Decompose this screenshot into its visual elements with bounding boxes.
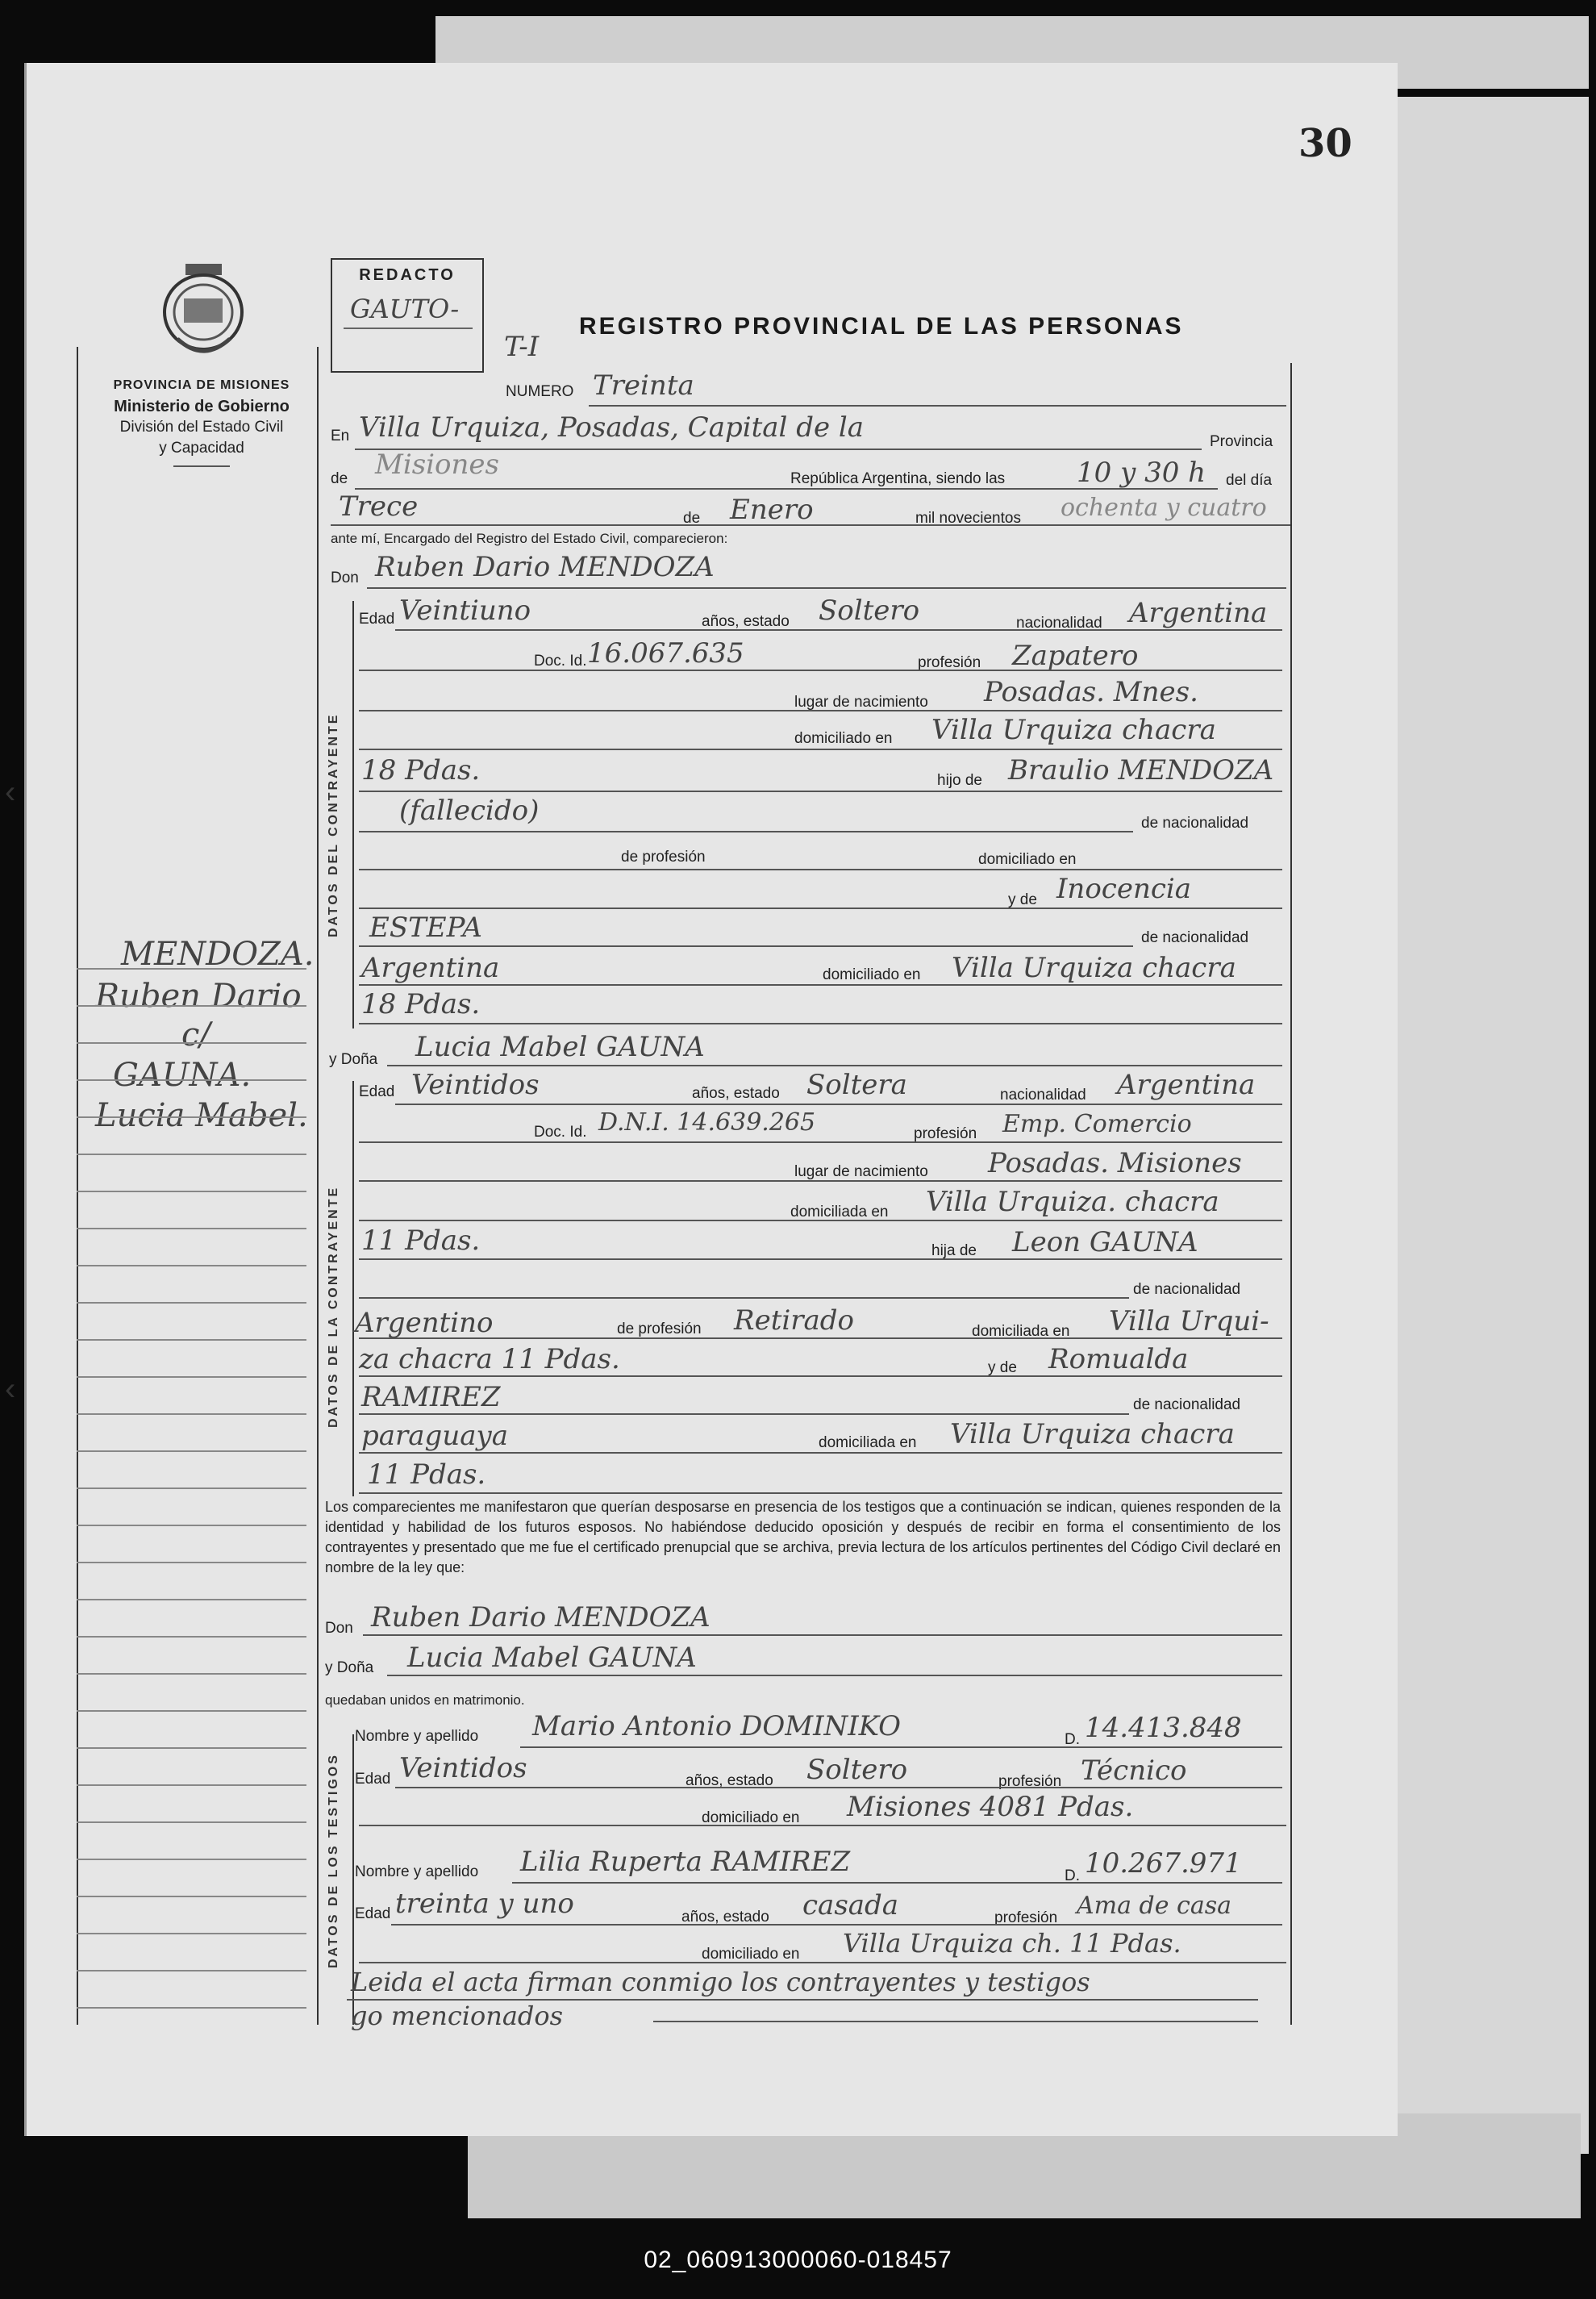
bride-edad-label: Edad bbox=[359, 1083, 395, 1100]
margin-ruled-line bbox=[77, 1487, 306, 1489]
margin-ruled-line bbox=[77, 1933, 306, 1934]
statement-dona: Lucia Mabel GAUNA bbox=[407, 1642, 697, 1674]
groom-dom-short-label: domiciliado en bbox=[978, 851, 1077, 868]
bride-dom-label: domiciliada en bbox=[790, 1204, 889, 1220]
bride-padre-dom-2: za chacra 11 Pdas. bbox=[359, 1343, 620, 1375]
numero-label: NUMERO bbox=[506, 383, 574, 400]
margin-ruled-line bbox=[77, 1450, 306, 1452]
margin-ruled-line bbox=[77, 1599, 306, 1600]
bride-doc-label: Doc. Id. bbox=[534, 1124, 587, 1141]
margin-ruled-line bbox=[77, 1673, 306, 1675]
groom-doc-label: Doc. Id. bbox=[534, 653, 587, 670]
mil-label: mil novecientos bbox=[915, 510, 1021, 527]
ministry-name: Ministerio de Gobierno bbox=[114, 398, 290, 415]
redacto-label: REDACTO bbox=[359, 266, 456, 284]
bride-estado: Soltera bbox=[806, 1069, 907, 1101]
groom-profesion: Zapatero bbox=[1012, 640, 1139, 672]
groom-madre-2: ESTEPA bbox=[369, 912, 482, 944]
w2-nombre: Lilia Ruperta RAMIREZ bbox=[520, 1846, 851, 1878]
redacto-value: GAUTO- bbox=[350, 294, 460, 324]
margin-ruled-line bbox=[77, 1154, 306, 1155]
groom-nacionalidad: Argentina bbox=[1129, 597, 1268, 629]
margin-ruled-line bbox=[77, 1079, 306, 1081]
provincia-value: Misiones bbox=[375, 449, 499, 481]
w2-nombre-label: Nombre y apellido bbox=[355, 1863, 479, 1880]
margin-ruled-line bbox=[77, 1228, 306, 1229]
margin-ruled-line bbox=[77, 1116, 306, 1118]
province-name: PROVINCIA DE MISIONES bbox=[113, 378, 290, 392]
groom-madre-dom-2: 18 Pdas. bbox=[361, 988, 481, 1020]
ante-label: ante mí, Encargado del Registro del Estado Civil, comparecieron: bbox=[331, 531, 728, 546]
groom-estado: Soltero bbox=[819, 595, 920, 627]
w2-edad-label: Edad bbox=[355, 1905, 391, 1922]
groom-y-de-label: y de bbox=[1008, 891, 1037, 908]
w2-prof-label: profesión bbox=[994, 1909, 1058, 1926]
groom-edad-label: Edad bbox=[359, 611, 395, 628]
bride-y-de-label: y de bbox=[988, 1359, 1017, 1376]
groom-lugar-nac: Posadas. Mnes. bbox=[984, 676, 1198, 708]
w1-anos-label: años, estado bbox=[685, 1772, 773, 1789]
margin-ruled-line bbox=[77, 1784, 306, 1786]
don-label: Don bbox=[331, 570, 359, 586]
margin-ruled-line bbox=[77, 1710, 306, 1712]
provincia-label: Provincia bbox=[1210, 433, 1273, 450]
en-label: En bbox=[331, 428, 350, 444]
w2-estado: casada bbox=[802, 1889, 899, 1921]
margin-ruled-line bbox=[77, 1896, 306, 1897]
bride-hija-label: hija de bbox=[931, 1242, 977, 1259]
bride-prof-label: profesión bbox=[914, 1125, 977, 1142]
margin-ruled-line bbox=[77, 1339, 306, 1341]
w2-dom: Villa Urquiza ch. 11 Pdas. bbox=[843, 1928, 1181, 1959]
groom-nac-label: nacionalidad bbox=[1016, 615, 1102, 632]
groom-dom-label: domiciliado en bbox=[794, 730, 893, 747]
w1-doc: 14.413.848 bbox=[1085, 1712, 1242, 1744]
margin-ruled-line bbox=[77, 2007, 306, 2009]
w1-prof-label: profesión bbox=[998, 1773, 1062, 1790]
w2-dom-label: domiciliado en bbox=[702, 1946, 800, 1963]
hora-value: 10 y 30 h bbox=[1077, 457, 1206, 489]
bride-padre-dom-label: domiciliada en bbox=[972, 1323, 1070, 1340]
w1-prof: Técnico bbox=[1081, 1754, 1187, 1787]
margin-ruled-line bbox=[77, 1191, 306, 1192]
groom-anos-label: años, estado bbox=[702, 613, 790, 630]
groom-edad: Veintiuno bbox=[399, 595, 531, 627]
statement-unidos: quedaban unidos en matrimonio. bbox=[325, 1692, 525, 1708]
groom-madre-dom-label: domiciliado en bbox=[823, 966, 921, 983]
bride-madre-nac-label: de nacionalidad bbox=[1133, 1396, 1241, 1413]
margin-surname-bride: GAUNA. bbox=[113, 1057, 252, 1094]
bride-doc: D.N.I. 14.639.265 bbox=[598, 1108, 816, 1137]
bride-profesion: Emp. Comercio bbox=[1002, 1110, 1192, 1138]
del-dia-label: del día bbox=[1226, 472, 1273, 489]
bride-dona-label: y Doña bbox=[329, 1051, 378, 1068]
closing-text-1: Leida el acta firman conmigo los contrayentes y testigos bbox=[351, 1967, 1090, 1997]
mes-value: Enero bbox=[730, 494, 814, 526]
anio-value: ochenta y cuatro bbox=[1061, 494, 1267, 522]
image-id-footer: 02_060913000060-018457 bbox=[644, 2247, 952, 2273]
bride-anos-label: años, estado bbox=[692, 1085, 780, 1102]
numero-value: Treinta bbox=[593, 369, 694, 402]
right-frame-line bbox=[1290, 363, 1292, 2025]
left-frame-line bbox=[77, 347, 78, 2025]
groom-madre-nac-label: de nacionalidad bbox=[1141, 929, 1249, 946]
bride-nac-label: nacionalidad bbox=[1000, 1087, 1086, 1104]
bride-lugar-nac: Posadas. Misiones bbox=[988, 1147, 1242, 1179]
bride-padre: Leon GAUNA bbox=[1012, 1226, 1198, 1258]
margin-ruled-line bbox=[77, 1970, 306, 1971]
margin-connector: c/ bbox=[181, 1016, 210, 1054]
groom-madre-nac: Argentina bbox=[361, 952, 500, 984]
margin-surname-groom: MENDOZA. bbox=[121, 936, 315, 973]
division-name: División del Estado Civil bbox=[119, 419, 284, 436]
groom-section-line bbox=[352, 601, 354, 1028]
margin-divider-line bbox=[317, 347, 319, 2025]
issuing-authority bbox=[85, 375, 319, 467]
don-value: Ruben Dario MENDOZA bbox=[375, 551, 715, 583]
bride-dona: Lucia Mabel GAUNA bbox=[415, 1031, 705, 1063]
margin-name-groom: Ruben Dario bbox=[95, 978, 302, 1015]
groom-de-nac-label: de nacionalidad bbox=[1141, 815, 1249, 832]
w1-edad: Veintidos bbox=[399, 1752, 527, 1784]
bride-madre-2: RAMIREZ bbox=[361, 1381, 501, 1413]
statement-paragraph: Los comparecientes me manifestaron que querían desposarse en presencia de los testigos que a continuación se indican, quienes responden de la identidad y habilidad de los futuros esposos. No habiéndose deducido oposición y después de recibir en forma el consentimiento de los contrayentes y presentado que me fue el certificado prenupcial que se archiva, previa lectura de los artículos pertinentes del Código Civil declaré en nombre de la ley que: bbox=[325, 1499, 1281, 1575]
margin-ruled-line bbox=[77, 1413, 306, 1415]
w2-edad: treinta y uno bbox=[395, 1888, 574, 1920]
tomo-mark: T-I bbox=[504, 331, 540, 363]
groom-de-prof-label: de profesión bbox=[621, 849, 706, 866]
bride-lugar-nac-label: lugar de nacimiento bbox=[794, 1163, 928, 1180]
bride-section-label: DATOS DE LA CONTRAYENTE bbox=[327, 1185, 340, 1428]
witness-section-label: DATOS DE LOS TESTIGOS bbox=[327, 1753, 340, 1968]
groom-padre-extra: (fallecido) bbox=[399, 795, 540, 827]
bride-de-prof-label: de profesión bbox=[617, 1321, 702, 1337]
groom-padre: Braulio MENDOZA bbox=[1008, 754, 1274, 786]
bride-padre-prof: Retirado bbox=[734, 1304, 855, 1337]
w2-prof: Ama de casa bbox=[1077, 1892, 1231, 1920]
margin-ruled-line bbox=[77, 1376, 306, 1378]
margin-ruled-line bbox=[77, 1265, 306, 1266]
w2-d-label: D. bbox=[1065, 1867, 1080, 1884]
statement-dona-label: y Doña bbox=[325, 1659, 374, 1676]
bride-madre-dom: Villa Urquiza chacra bbox=[950, 1418, 1235, 1450]
redacto-box bbox=[331, 258, 484, 373]
groom-domicilio: Villa Urquiza chacra bbox=[931, 714, 1216, 746]
document-title: REGISTRO PROVINCIAL DE LAS PERSONAS bbox=[579, 313, 1184, 340]
bride-nacionalidad: Argentina bbox=[1117, 1069, 1256, 1101]
bride-domicilio: Villa Urquiza. chacra bbox=[926, 1186, 1219, 1218]
groom-section-label: DATOS DEL CONTRAYENTE bbox=[327, 712, 340, 937]
statement-don: Ruben Dario MENDOZA bbox=[371, 1601, 710, 1634]
dia-value: Trece bbox=[339, 490, 419, 523]
bride-madre: Romualda bbox=[1048, 1343, 1189, 1375]
republica-label: República Argentina, siendo las bbox=[790, 470, 1006, 487]
margin-ruled-line bbox=[77, 1562, 306, 1563]
bride-padre-dom: Villa Urqui- bbox=[1109, 1305, 1269, 1337]
groom-madre: Inocencia bbox=[1056, 873, 1192, 905]
capacity-name: y Capacidad bbox=[159, 440, 244, 457]
de-mes-label: de bbox=[683, 510, 701, 527]
province-seal-icon bbox=[161, 262, 246, 363]
w1-nombre-label: Nombre y apellido bbox=[355, 1728, 479, 1745]
bride-madre-dom-label: domiciliada en bbox=[819, 1434, 917, 1451]
w2-doc: 10.267.971 bbox=[1085, 1847, 1242, 1880]
bride-padre-nac: Argentino bbox=[355, 1307, 494, 1339]
groom-lugar-nac-label: lugar de nacimiento bbox=[794, 694, 928, 711]
groom-prof-label: profesión bbox=[918, 654, 981, 671]
bride-domicilio-2: 11 Pdas. bbox=[361, 1225, 481, 1257]
w2-anos-label: años, estado bbox=[681, 1909, 769, 1926]
groom-doc: 16.067.635 bbox=[587, 637, 744, 670]
margin-ruled-line bbox=[77, 1636, 306, 1638]
crop-mark-lower: ‹ bbox=[5, 1371, 16, 1407]
margin-ruled-line bbox=[77, 1525, 306, 1526]
margin-ruled-line bbox=[77, 968, 306, 970]
margin-ruled-line bbox=[77, 1042, 306, 1044]
statement-don-label: Don bbox=[325, 1620, 353, 1637]
margin-ruled-line bbox=[77, 1747, 306, 1749]
margin-ruled-line bbox=[77, 1302, 306, 1304]
bride-madre-nac: paraguaya bbox=[361, 1420, 508, 1452]
w1-nombre: Mario Antonio DOMINIKO bbox=[532, 1710, 902, 1742]
w1-edad-label: Edad bbox=[355, 1771, 391, 1788]
groom-domicilio-2: 18 Pdas. bbox=[361, 754, 481, 786]
margin-ruled-line bbox=[77, 1821, 306, 1823]
bride-section-line bbox=[352, 1081, 354, 1496]
page-number: 30 bbox=[1298, 121, 1352, 166]
margin-ruled-line bbox=[77, 1005, 306, 1007]
groom-madre-dom: Villa Urquiza chacra bbox=[952, 952, 1236, 984]
w1-dom-label: domiciliado en bbox=[702, 1809, 800, 1826]
margin-name-bride: Lucia Mabel. bbox=[95, 1097, 308, 1134]
w1-estado: Soltero bbox=[806, 1754, 908, 1786]
w1-dom: Misiones 4081 Pdas. bbox=[847, 1791, 1134, 1823]
w1-d-label: D. bbox=[1065, 1731, 1080, 1748]
crop-mark-upper: ‹ bbox=[5, 774, 16, 810]
bride-de-nac-label: de nacionalidad bbox=[1133, 1281, 1241, 1298]
closing-text-2: go mencionados bbox=[351, 2001, 564, 2031]
background-book-side bbox=[1371, 97, 1589, 2154]
groom-hijo-label: hijo de bbox=[937, 772, 982, 789]
bride-edad: Veintidos bbox=[411, 1069, 540, 1101]
de-label: de bbox=[331, 470, 348, 487]
bride-madre-dom-2: 11 Pdas. bbox=[367, 1458, 486, 1491]
margin-ruled-line bbox=[77, 1859, 306, 1860]
lugar-value: Villa Urquiza, Posadas, Capital de la bbox=[359, 411, 865, 444]
